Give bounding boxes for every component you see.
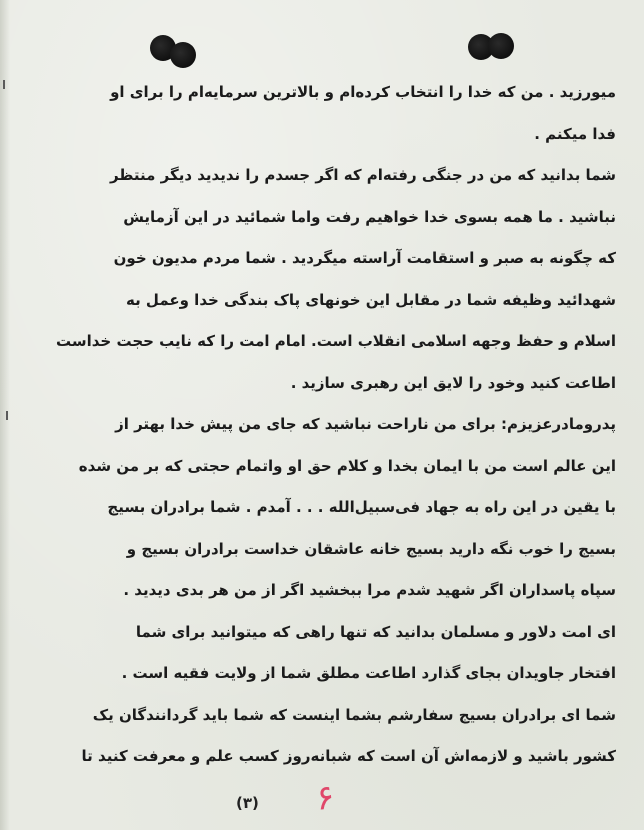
- body-text: [40, 72, 616, 778]
- text-line: شهدائید وظیفه شما در مقابل این خونهای پاک بندگی خدا وعمل به: [125, 290, 616, 309]
- text-line: افتخار جاویدان بجای گذارد اطاعت مطلق شما از ولایت فقیه است .: [121, 664, 616, 682]
- text-line: که چگونه به صبر و استقامت آراسته میگردید . شما مردم مدیون خون: [113, 249, 616, 267]
- text-line: با یقین در این راه به جهاد فی‌سبیل‌الله . . . آمدم . شما برادران بسیج: [107, 498, 616, 516]
- text-line: فدا میکنم .: [534, 124, 616, 143]
- text-line: کشور باشید و لازمه‌اش آن است که شبانه‌روز کسب علم و معرفت کنید تا: [81, 747, 616, 765]
- punch-hole-icon: [488, 33, 514, 59]
- margin-mark: [6, 411, 8, 420]
- text-line: شما ای برادران بسیج سفارشم بشما اینست که شما باید گردانندگان یک: [92, 705, 616, 724]
- text-line: اطاعت کنید وخود را لایق این رهبری سازید .: [290, 373, 616, 392]
- text-line: پدرومادرعزیزم: برای من ناراحت نباشید که جای من پیش خدا بهتر از: [115, 415, 616, 433]
- page-number: (۳): [236, 794, 259, 812]
- text-line: این عالم است من با ایمان بخدا و کلام حق او واتمام حجتی که بر من شده: [78, 456, 616, 475]
- handwritten-page-number: ۶: [313, 777, 337, 819]
- text-line: بسیج را خوب نگه دارید بسیج خانه عاشقان خداست برادران بسیج و: [126, 539, 616, 558]
- margin-mark: [3, 80, 5, 89]
- text-line: نباشید . ما همه بسوی خدا خواهیم رفت واما شمائید در این آزمایش: [123, 207, 616, 226]
- text-line: ای امت دلاور و مسلمان بدانید که تنها راهی که میتوانید برای شما: [135, 622, 616, 641]
- text-line: میورزید . من که خدا را انتخاب کرده‌ام و بالاترین سرمایه‌ام را برای او: [110, 83, 616, 101]
- text-line: اسلام و حفظ وجهه اسلامی انقلاب است. امام امت را که نایب حجت خداست: [55, 332, 616, 350]
- text-line: شما بدانید که من در جنگی رفته‌ام که اگر جسدم را ندیدید دیگر منتظر: [109, 166, 616, 184]
- punch-hole-icon: [170, 42, 196, 68]
- text-line: سپاه پاسداران اگر شهید شدم مرا ببخشید اگر از من هر بدی دیدید .: [123, 581, 616, 599]
- page-edge-shadow: [0, 0, 10, 830]
